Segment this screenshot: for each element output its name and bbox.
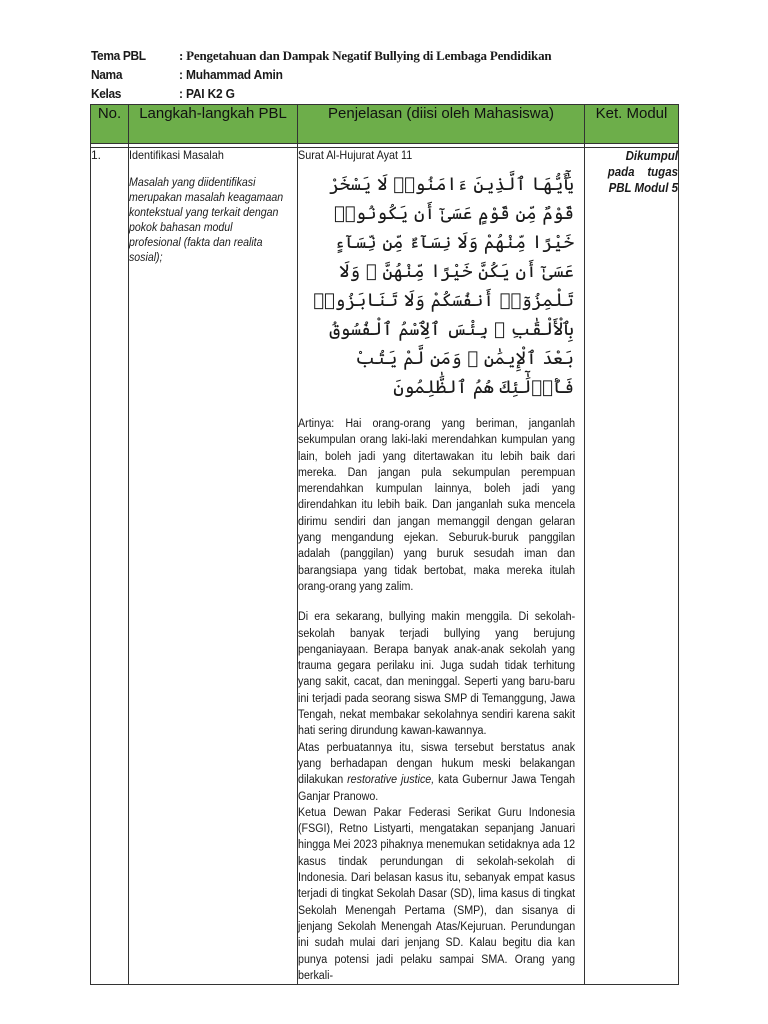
col-header-penjelasan: Penjelasan (diisi oleh Mahasiswa) xyxy=(298,105,585,144)
restorative-paragraph xyxy=(298,740,575,805)
restorative-text-pre: Atas perbuatannya itu, siswa tersebut berstatus anak yang berhadapan dengan hukum meski belakangan dilakukan xyxy=(298,741,576,787)
explanation-cell xyxy=(298,148,585,985)
nama-label: Nama xyxy=(91,67,123,82)
meta-row-tema xyxy=(91,46,691,65)
restorative-text-post: kata Gubernur Jawa Tengah Ganjar Pranowo. xyxy=(298,774,576,803)
modul-note-line-3: PBL Modul 5 xyxy=(608,181,678,195)
tema-value: : Pengetahuan dan Dampak Negatif Bullying di Lembaga Pendidikan xyxy=(179,47,552,63)
table-header-row xyxy=(91,105,679,144)
nama-value: : Muhammad Amin xyxy=(179,67,283,82)
modul-note-line-2: pada tugas xyxy=(607,165,678,179)
row-number: 1. xyxy=(91,148,129,985)
translation-paragraph: Artinya: Hai orang-orang yang beriman, janganlah sekumpulan orang laki-laki merendahkan kumpulan yang lain, boleh jadi yang ditertawakan itu lebih baik dari mereka. Dan jangan pula sekumpulan perempuan merendahkan kumpulan lainnya, boleh jadi yang direndahkan itu lebih baik. Dan janganlah suka mencela dirimu sendiri dan jangan memanggil dengan gelaran yang mengandung ejekan. Seburuk-buruk panggilan adalah (panggilan) yang buruk sesudah iman dan barangsiapa yang tidak bertobat, maka mereka itulah orang-orang yang zalim. xyxy=(298,418,576,593)
kelas-label: Kelas xyxy=(91,86,122,101)
document-meta xyxy=(91,46,691,103)
col-header-no: No. xyxy=(91,105,129,144)
modul-cell xyxy=(585,148,679,985)
meta-row-kelas xyxy=(91,84,691,103)
tema-label: Tema PBL xyxy=(91,48,146,63)
surah-title: Surat Al-Hujurat Ayat 11 xyxy=(298,148,413,162)
kelas-value: : PAI K2 G xyxy=(179,86,235,101)
step-title: Identifikasi Masalah xyxy=(129,148,224,162)
fsgi-paragraph: Ketua Dewan Pakar Federasi Serikat Guru Indonesia (FSGI), Retno Listyarti, mengatakan sepanjang Januari hingga Mei 2023 pihaknya menemukan setidaknya ada 12 kasus tindak perundungan di sekolah-sekolah di Indonesia. Dari belasan kasus itu, sebanyak empat kasus terjadi di tingkat Sekolah Dasar (SD), lima kasus di tingkat Sekolah Menengah Pertama (SMP), dan sisanya di jenjang Sekolah Menengah Atas/Kejuruan. Perundungan ini sudah mulai dari jenjang SD. Kalau begitu dia kan punya potensi jadi pelaku sampai SMA. Orang yang berkali- xyxy=(298,806,576,982)
restorative-term: restorative justice, xyxy=(347,774,435,787)
bullying-paragraph: Di era sekarang, bullying makin menggila. Di sekolah-sekolah banyak terjadi bullying yang berujung penganiayaan. Berapa banyak anak-anak sekolah yang trauma gegara perilaku ini. Juga sudah tidak terhitung yang sakit, cacat, dan meninggal. Seperti yang baru-baru ini terjadi pada seorang siswa SMP di Temanggung, Jawa Tengah, nekat membakar sekolahnya sendiri karena sakit hati sering dirundung kawan-kawannya. xyxy=(298,611,576,738)
table-row xyxy=(91,148,679,985)
col-header-ket-modul: Ket. Modul xyxy=(585,105,679,144)
modul-note-line-1: Dikumpul xyxy=(625,149,678,163)
arabic-verse: يَٰٓأَيُّهَا ٱلَّذِينَ ءَامَنُوا۟ لَا يَسْخَرْ قَوْمٌ مِّن قَوْمٍ عَسَىٰٓ أَن يَكُونُوا۟ خَيْرًا مِّنْهُمْ وَلَا نِسَآءٌ مِّن نِّسَآءٍ عَسَىٰٓ أَن يَكُنَّ خَيْرًا مِّنْهُنَّ ۖ وَلَا تَلْمِزُوٓا۟ أَنفُسَكُمْ وَلَا تَنَابَزُوا۟ بِٱلْأَلْقَٰبِ ۖ بِئْسَ ٱلِٱسْمُ ٱلْفُسُوقُ بَعْدَ ٱلْإِيمَٰنِ ۚ وَمَن لَّمْ يَتُبْ فَأُو۟لَٰٓئِكَ هُمُ ٱلظَّٰلِمُونَ xyxy=(313,174,574,398)
col-header-langkah: Langkah-langkah PBL xyxy=(129,105,298,144)
step-description: Masalah yang diidentifikasi merupakan masalah keagamaan kontekstual yang terkait dengan pokok bahasan modul profesional (fakta dan realita sosial); xyxy=(129,177,284,264)
step-cell xyxy=(129,148,298,985)
meta-row-nama xyxy=(91,65,691,84)
pbl-table xyxy=(90,104,679,985)
